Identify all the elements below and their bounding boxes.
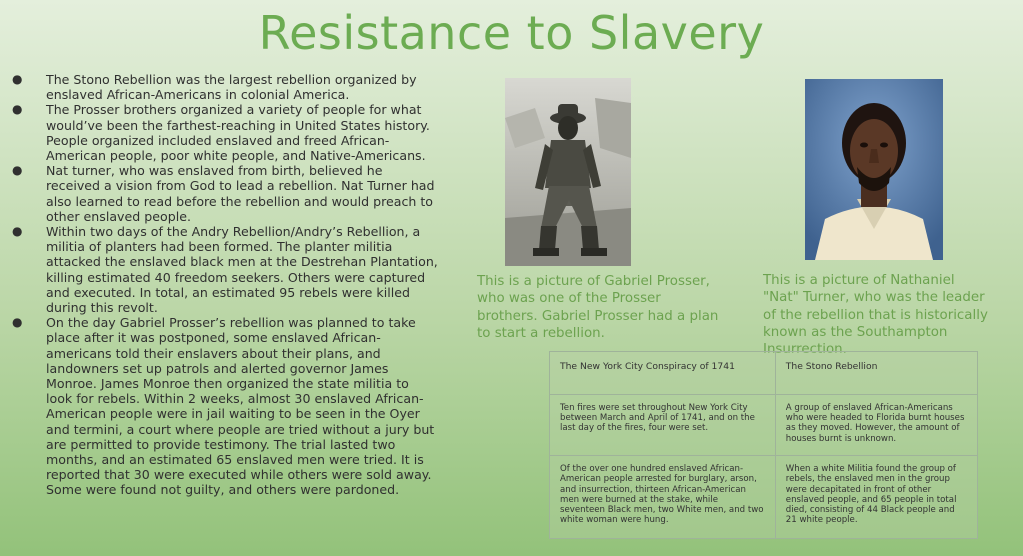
table-header-cell: The New York City Conspiracy of 1741	[550, 352, 776, 395]
bullet-item	[8, 224, 438, 315]
table-row	[550, 395, 978, 456]
bullet-marker: ●	[12, 102, 23, 117]
table-cell: When a white Militia found the group of rebels, the enslaved men in the group were decapitated in front of other enslaved people, and 65 people in total died, consisting of 44 Black people and 21 white people.	[775, 456, 977, 539]
bullet-item	[8, 102, 438, 163]
table-row	[550, 456, 978, 539]
slide-title: Resistance to Slavery	[258, 6, 765, 60]
bullet-item	[8, 163, 438, 224]
bullet-text: The Stono Rebellion was the largest rebellion organized by enslaved African-Americans in colonial America.	[46, 72, 417, 103]
table-cell: A group of enslaved African-Americans who were headed to Florida burnt houses as they moved. However, the amount of houses burnt is unknown.	[775, 395, 977, 456]
nat-turner-caption: This is a picture of Nathaniel "Nat" Turner, who was the leader of the rebellion that is historically known as the Southampton Insurrection.	[763, 273, 988, 358]
table-cell: Ten fires were set throughout New York City between March and April of 1741, and on the last day of the fires, four were set.	[550, 395, 776, 456]
bullet-marker: ●	[12, 163, 23, 178]
bullet-text: The Prosser brothers organized a variety of people for what would’ve been the farthest-reaching in United States history. People organized included enslaved and freed African-American people, poor white people, and Native-Americans.	[46, 102, 430, 164]
gabriel-prosser-portrait	[505, 78, 631, 266]
bullet-item	[8, 72, 438, 102]
gabriel-prosser-caption: This is a picture of Gabriel Prosser, who was one of the Prosser brothers. Gabriel Prosser had a plan to start a rebellion.	[477, 274, 719, 341]
bullet-marker: ●	[12, 224, 23, 239]
nat-turner-portrait	[805, 79, 943, 260]
bullet-text: Within two days of the Andry Rebellion/Andry’s Rebellion, a militia of planters had been formed. The planter militia attacked the enslaved black men at the Destrehan Plantation, killing estimated 40 freedom seekers. Others were captured and executed. In total, an estimated 95 rebels were killed during this revolt.	[46, 224, 438, 316]
bullet-marker: ●	[12, 72, 23, 86]
bullet-list	[8, 72, 438, 498]
table-cell: Of the over one hundred enslaved African-American people arrested for burglary, arson, and insurrection, thirteen African-American men were burned at the stake, while seventeen Black men, two White men, and two white woman were hung.	[550, 456, 776, 539]
table-header-cell: The Stono Rebellion	[775, 352, 977, 395]
bullet-text: On the day Gabriel Prosser’s rebellion was planned to take place after it was postponed, some enslaved African-americans told their enslavers about their plans, and landowners set up patrols and alerted governor James Monroe. James Monroe then organized the state militia to look for rebels. Within 2 weeks, almost 30 enslaved African-American people were in jail waiting to be seen in the Oyer and termini, a court where people are tried without a jury but are permitted to provide testimony. The trial lasted two months, and an estimated 65 enslaved men were tried. It is reported that 30 were executed while others were sold away. Some were found not guilty, and others were pardoned.	[46, 315, 435, 498]
rebellions-table	[549, 351, 978, 539]
table-header-row	[550, 352, 978, 395]
bullet-marker: ●	[12, 315, 23, 330]
bullet-text: Nat turner, who was enslaved from birth, believed he received a vision from God to lead a rebellion. Nat Turner had also learned to read before the rebellion and would preach to other enslaved people.	[46, 163, 435, 224]
bullet-item	[8, 315, 438, 497]
